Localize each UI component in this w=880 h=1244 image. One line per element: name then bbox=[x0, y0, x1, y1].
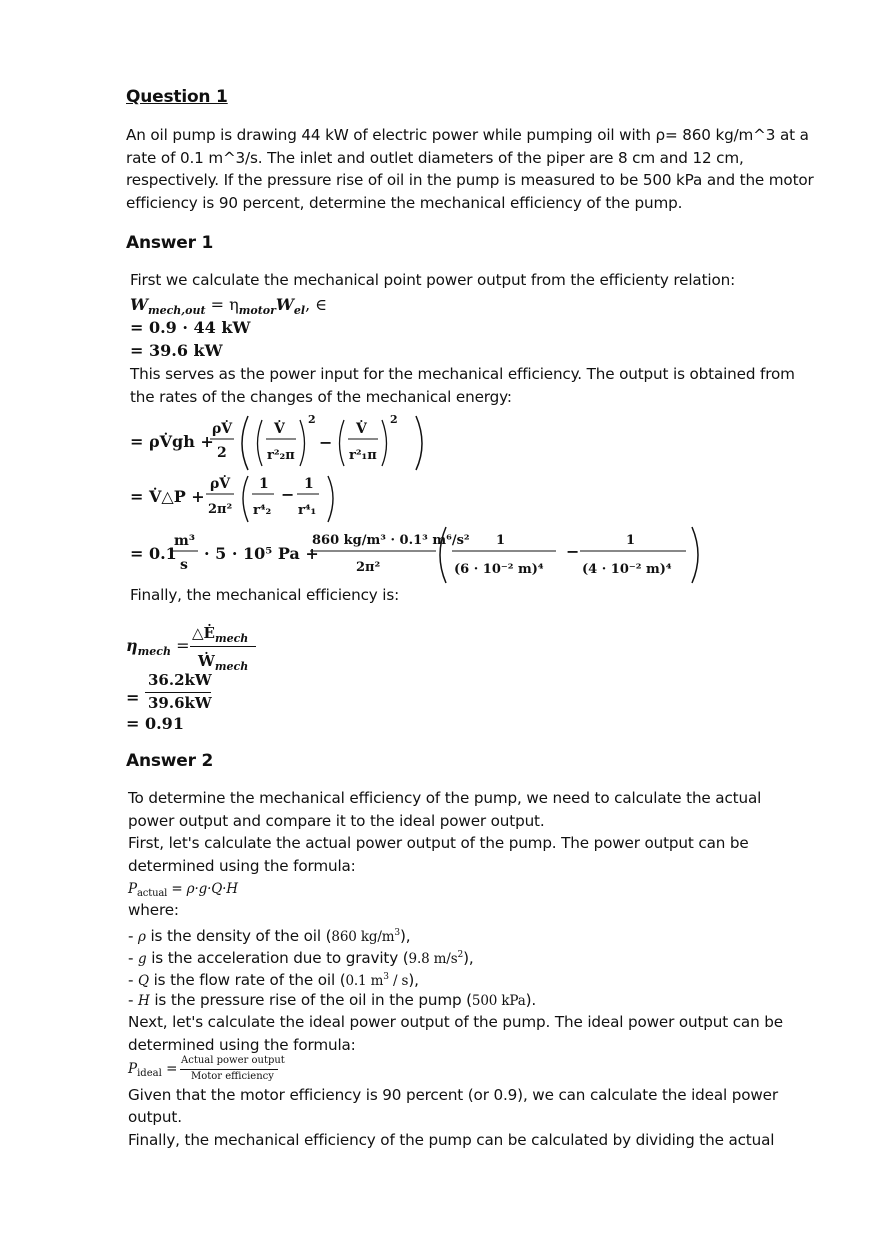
svg-text:V̇: V̇ bbox=[356, 421, 367, 437]
answer1-finally: Finally, the mechanical efficiency is: bbox=[130, 586, 400, 604]
bullet-density: - ρ is the density of the oil (860 $kg/m^3$), bbox=[128, 927, 411, 946]
answer2-line4: determined using the formula: bbox=[128, 857, 356, 875]
answer2-title: Answer 2 bbox=[126, 751, 214, 771]
formula-p-actual: Pactual = ρ·g·Q·H bbox=[128, 881, 238, 899]
equation-energy-rate bbox=[126, 408, 446, 474]
ideal-fraction-bar bbox=[180, 1069, 278, 1070]
answer2-line9: Finally, the mechanical efficiency of the pump can be calculated by dividing the actual bbox=[128, 1131, 775, 1149]
svg-text:V̇: V̇ bbox=[274, 421, 285, 437]
svg-text:(6 · 10⁻² m)⁴: (6 · 10⁻² m)⁴ bbox=[454, 562, 544, 577]
svg-text:= ρV̇gh +: = ρV̇gh + bbox=[130, 432, 214, 451]
eta-numerator: $\triangle Ė_{mech}$ bbox=[192, 624, 249, 645]
svg-text:m³: m³ bbox=[174, 533, 195, 549]
svg-text:(4 · 10⁻² m)⁴: (4 · 10⁻² m)⁴ bbox=[582, 562, 672, 577]
svg-text:s: s bbox=[180, 557, 188, 573]
answer2-line7: Given that the motor efficiency is 90 percent (or 0.9), we can calculate the ideal power bbox=[128, 1086, 778, 1104]
equation-step-2: = 0.9 · 44 kW bbox=[130, 318, 251, 337]
svg-text:r⁴₂: r⁴₂ bbox=[253, 503, 272, 518]
answer1-intro: First we calculate the mechanical point power output from the efficienty relation: bbox=[130, 271, 736, 289]
ratio-equals: = bbox=[126, 688, 140, 707]
bullet-flow-rate: - Q is the flow rate of the oil (0.1 $m^3 / s$), bbox=[128, 971, 419, 990]
svg-text:2π²: 2π² bbox=[208, 502, 233, 517]
svg-text:= 0.1: = 0.1 bbox=[130, 544, 177, 563]
svg-text:= V̇△P +: = V̇△P + bbox=[130, 487, 205, 506]
svg-text:2: 2 bbox=[308, 413, 316, 426]
svg-text:860 kg/m³ · 0.1³ m⁶/s²: 860 kg/m³ · 0.1³ m⁶/s² bbox=[312, 533, 470, 548]
formula-p-ideal: $P_{ideal}$ = bbox=[128, 1061, 178, 1079]
answer2-line3: First, let's calculate the actual power output of the pump. The power output can be bbox=[128, 834, 749, 852]
svg-text:−: − bbox=[281, 485, 295, 504]
equation-pressure-term bbox=[126, 470, 386, 528]
svg-text:2: 2 bbox=[217, 445, 227, 461]
svg-text:1: 1 bbox=[626, 533, 636, 548]
svg-text:1: 1 bbox=[304, 476, 314, 492]
ideal-numerator: Actual power output bbox=[181, 1055, 285, 1066]
svg-text:r²₂π: r²₂π bbox=[267, 448, 295, 463]
question-text: An oil pump is drawing 44 kW of electric power while pumping oil with ρ= 860 kg/m^3 at a rate of 0.1 m^3/s. The inlet and outlet diameters of the piper are 8 cm and 12 cm, respectively. If the pressure rise of oil in the pump is measured to be 500 kPa and the motor efficiency is 90 percent, determine the mechanical efficiency of the pump. bbox=[126, 126, 814, 212]
svg-text:ρV̇: ρV̇ bbox=[212, 421, 233, 437]
svg-text:−: − bbox=[566, 542, 580, 561]
answer2-line6: determined using the formula: bbox=[128, 1036, 356, 1054]
answer1-para-line1: This serves as the power input for the mechanical efficiency. The output is obtained from bbox=[130, 365, 795, 383]
answer2-line2: power output and compare it to the ideal power output. bbox=[128, 812, 545, 830]
equation-step-3: = 39.6 kW bbox=[130, 341, 223, 360]
svg-text:2π²: 2π² bbox=[356, 560, 381, 575]
answer2-line1: To determine the mechanical efficiency of the pump, we need to calculate the actual bbox=[128, 789, 762, 807]
bullet-gravity: - g is the acceleration due to gravity (9.8 $m/s^2$), bbox=[128, 949, 474, 968]
svg-text:r²₁π: r²₁π bbox=[349, 448, 377, 463]
eta-denominator: Ẇ$_{mech}$ bbox=[198, 652, 249, 673]
svg-text:· 5 · 10⁵ Pa +: · 5 · 10⁵ Pa + bbox=[204, 544, 319, 563]
ratio-numerator: 36.2kW bbox=[148, 671, 212, 689]
equation-numeric-substitution bbox=[126, 523, 716, 585]
answer2-line8: output. bbox=[128, 1108, 182, 1126]
result-value: = 0.91 bbox=[126, 714, 184, 733]
svg-text:1: 1 bbox=[496, 533, 506, 548]
svg-text:−: − bbox=[319, 433, 333, 452]
eta-mech-label: $\eta_{mech}$ = bbox=[126, 636, 190, 658]
svg-text:ρV̇: ρV̇ bbox=[210, 476, 231, 492]
svg-text:2: 2 bbox=[390, 413, 398, 426]
answer2-line5: Next, let's calculate the ideal power output of the pump. The ideal power output can be bbox=[128, 1013, 783, 1031]
question-title: Question 1 bbox=[126, 87, 228, 107]
svg-text:1: 1 bbox=[259, 476, 269, 492]
bullet-pressure: - H is the pressure rise of the oil in the pump (500 kPa). bbox=[128, 991, 537, 1009]
answer1-para-line2: the rates of the changes of the mechanical energy: bbox=[130, 388, 512, 406]
ideal-denominator: Motor efficiency bbox=[191, 1071, 274, 1082]
equation-w-mech-out: $W_{mech,out} = \eta_{motor}W_{el}$, ∈ bbox=[130, 295, 328, 317]
answer2-where: where: bbox=[128, 901, 179, 919]
answer1-title: Answer 1 bbox=[126, 233, 214, 253]
svg-text:r⁴₁: r⁴₁ bbox=[298, 503, 317, 518]
ratio-denominator: 39.6kW bbox=[148, 694, 212, 712]
fraction-bar bbox=[190, 646, 256, 647]
